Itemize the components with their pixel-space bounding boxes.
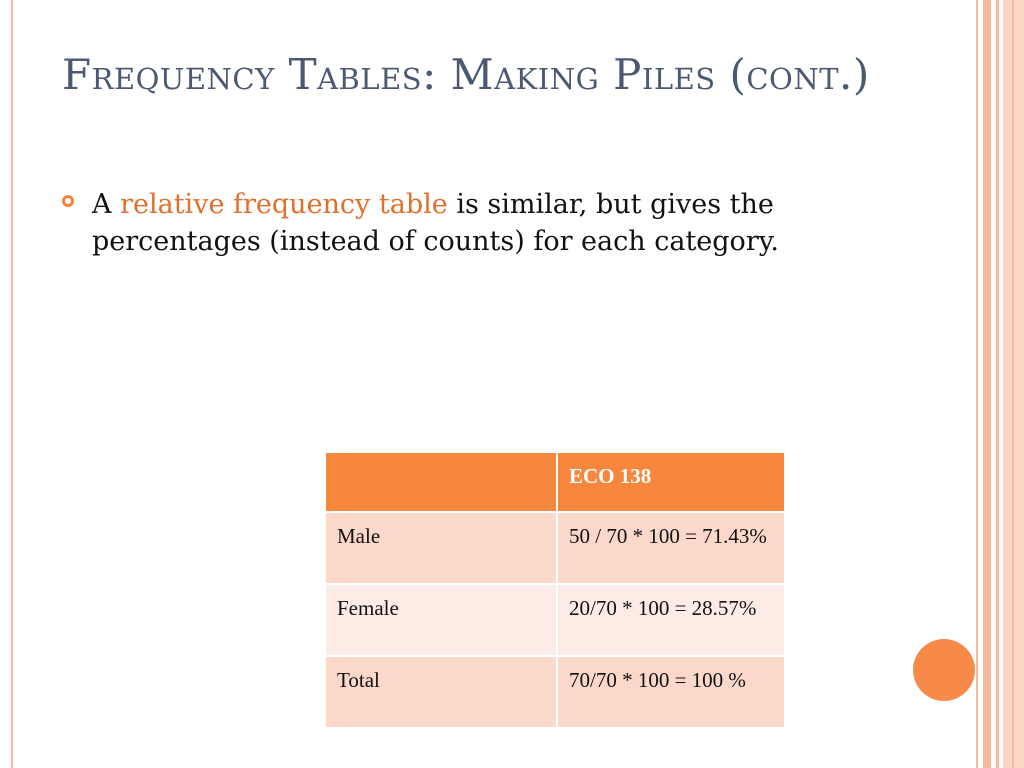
slide-title: Frequency Tables: Making Piles (cont.) — [62, 50, 870, 99]
table-row — [325, 584, 785, 656]
table-cell-value: 20/70 * 100 = 28.57% — [557, 584, 785, 656]
table-header-cell: ECO 138 — [557, 452, 785, 512]
table-cell-category: Total — [325, 656, 557, 728]
table-cell-category: Male — [325, 512, 557, 584]
slide-frame-right-line — [996, 0, 999, 768]
slide-frame-right-line — [1012, 0, 1014, 768]
bullet-circle-icon — [62, 195, 74, 207]
slide-frame-right-band — [983, 0, 991, 768]
slide-frame-right-line — [976, 0, 978, 768]
bullet-text-end: is similar, but gives the percentages (instead of counts) for each category. — [92, 189, 779, 257]
bullet-text — [92, 186, 842, 260]
table-row — [325, 656, 785, 728]
decorative-circle — [913, 639, 975, 701]
table-header-row — [325, 452, 785, 512]
bullet-highlight-term: relative frequency table — [120, 189, 448, 220]
table-row — [325, 512, 785, 584]
bullet-text-start: A — [92, 189, 121, 220]
relative-frequency-table — [324, 451, 786, 729]
bullet-item — [62, 186, 842, 260]
table-header-cell — [325, 452, 557, 512]
slide-frame-left — [0, 0, 13, 768]
table-cell-value: 50 / 70 * 100 = 71.43% — [557, 512, 785, 584]
table-cell-category: Female — [325, 584, 557, 656]
table-cell-value: 70/70 * 100 = 100 % — [557, 656, 785, 728]
